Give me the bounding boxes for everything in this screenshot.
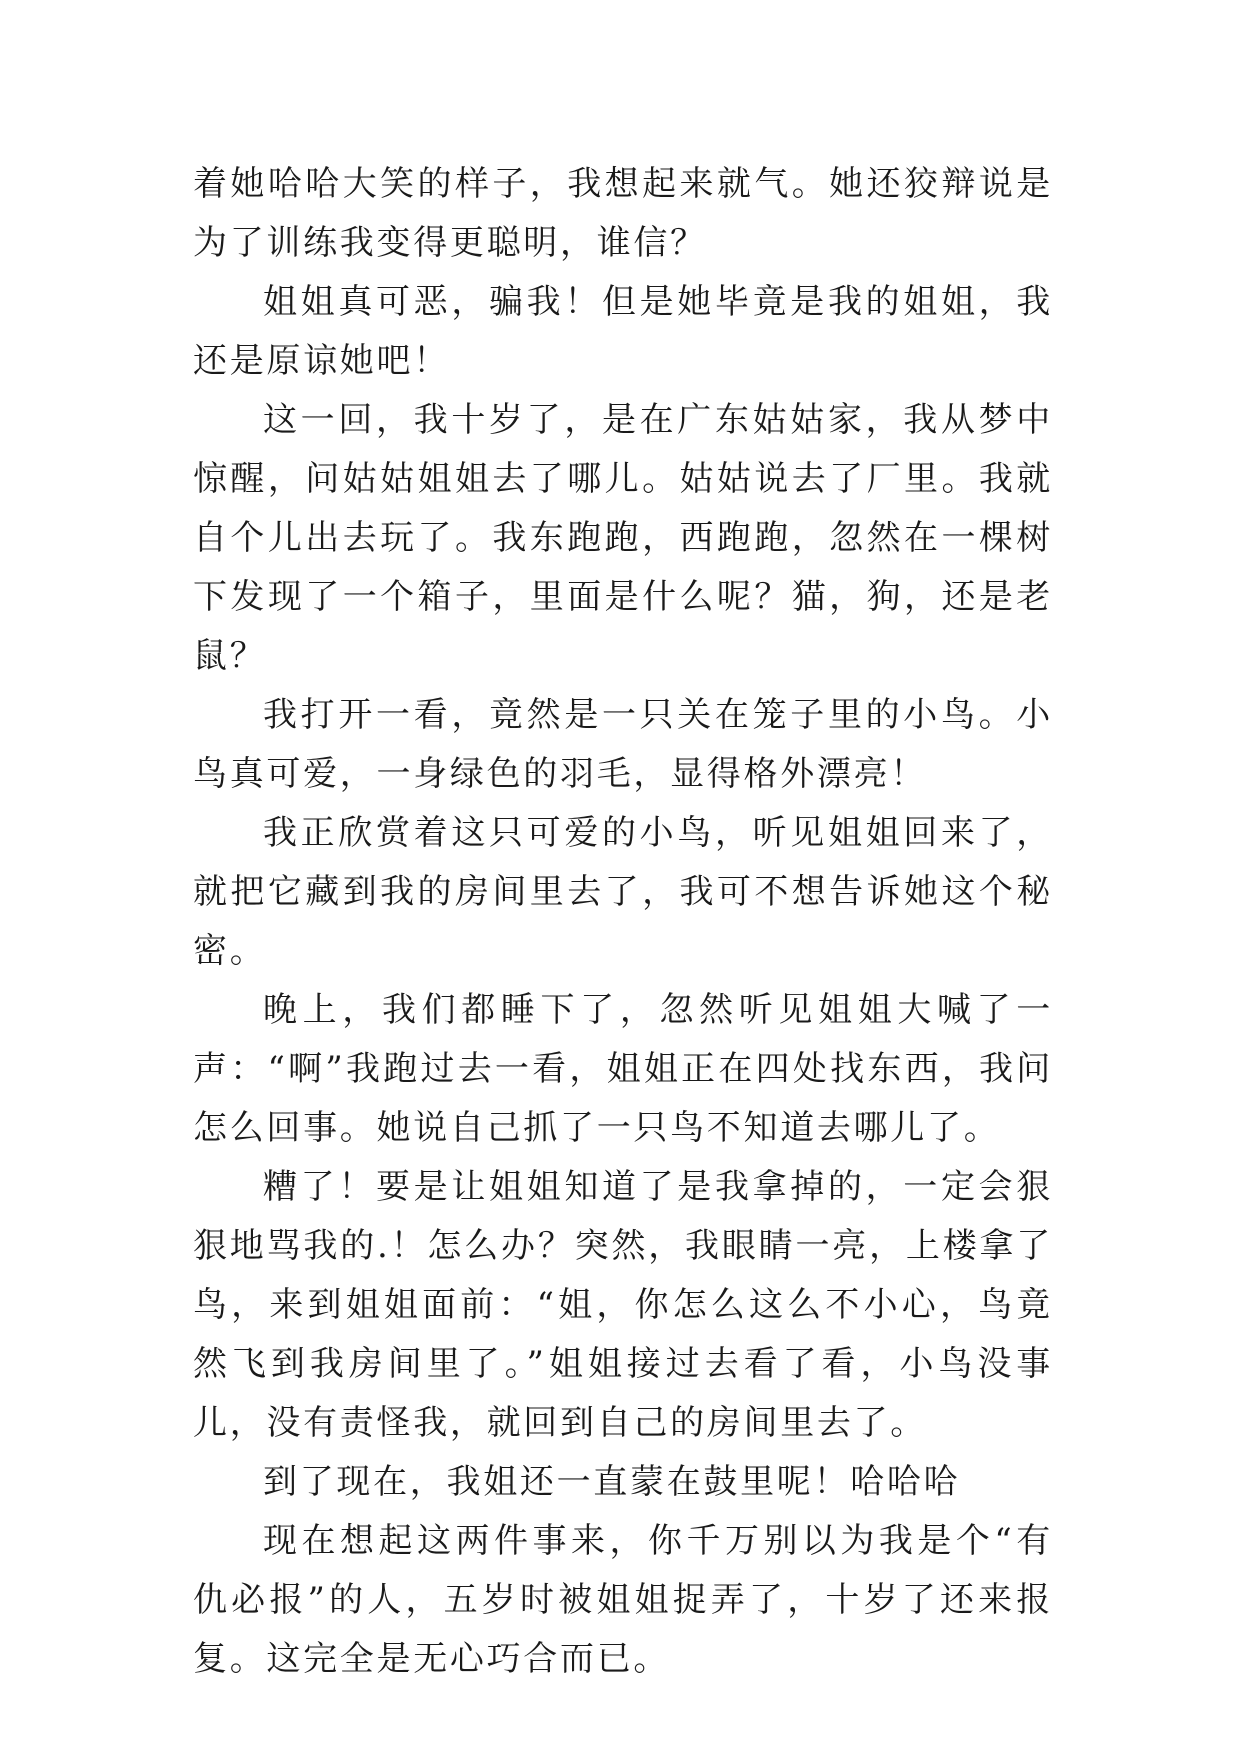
paragraph-7: 糟了！要是让姐姐知道了是我拿掉的，一定会狠狠地骂我的.！怎么办？突然，我眼睛一亮，上楼拿了鸟，来到姐姐面前：“姐，你怎么这么不小心，鸟竟然飞到我房间里了。”姐姐接过去看了看，小鸟没事儿，没有责怪我，就回到自己的房间里去了。 [193,1167,1053,1443]
paragraph-6: 晚上，我们都睡下了，忽然听见姐姐大喊了一声：“啊”我跑过去一看，姐姐正在四处找东西，我问怎么回事。她说自己抓了一只鸟不知道去哪儿了。 [193,990,1053,1148]
paragraph-8: 到了现在，我姐还一直蒙在鼓里呢！哈哈哈 [263,1462,961,1502]
paragraph-9: 现在想起这两件事来，你千万别以为我是个“有仇必报”的人，五岁时被姐姐捉弄了，十岁了还来报复。这完全是无心巧合而已。 [193,1521,1053,1679]
paragraph-1: 着她哈哈大笑的样子，我想起来就气。她还狡辩说是为了训练我变得更聪明，谁信？ [193,164,1053,263]
paragraph-3: 这一回，我十岁了，是在广东姑姑家，我从梦中惊醒，问姑姑姐姐去了哪儿。姑姑说去了厂里。我就自个儿出去玩了。我东跑跑，西跑跑，忽然在一棵树下发现了一个箱子，里面是什么呢？猫，狗，还是老鼠？ [193,400,1053,676]
paragraph-5: 我正欣赏着这只可爱的小鸟，听见姐姐回来了，就把它藏到我的房间里去了，我可不想告诉她这个秘密。 [193,813,1053,971]
paragraph-4: 我打开一看，竟然是一只关在笼子里的小鸟。小鸟真可爱，一身绿色的羽毛，显得格外漂亮！ [193,695,1053,794]
paragraph-2: 姐姐真可恶，骗我！但是她毕竟是我的姐姐，我还是原谅她吧！ [193,282,1053,381]
document-body [193,155,1053,1689]
